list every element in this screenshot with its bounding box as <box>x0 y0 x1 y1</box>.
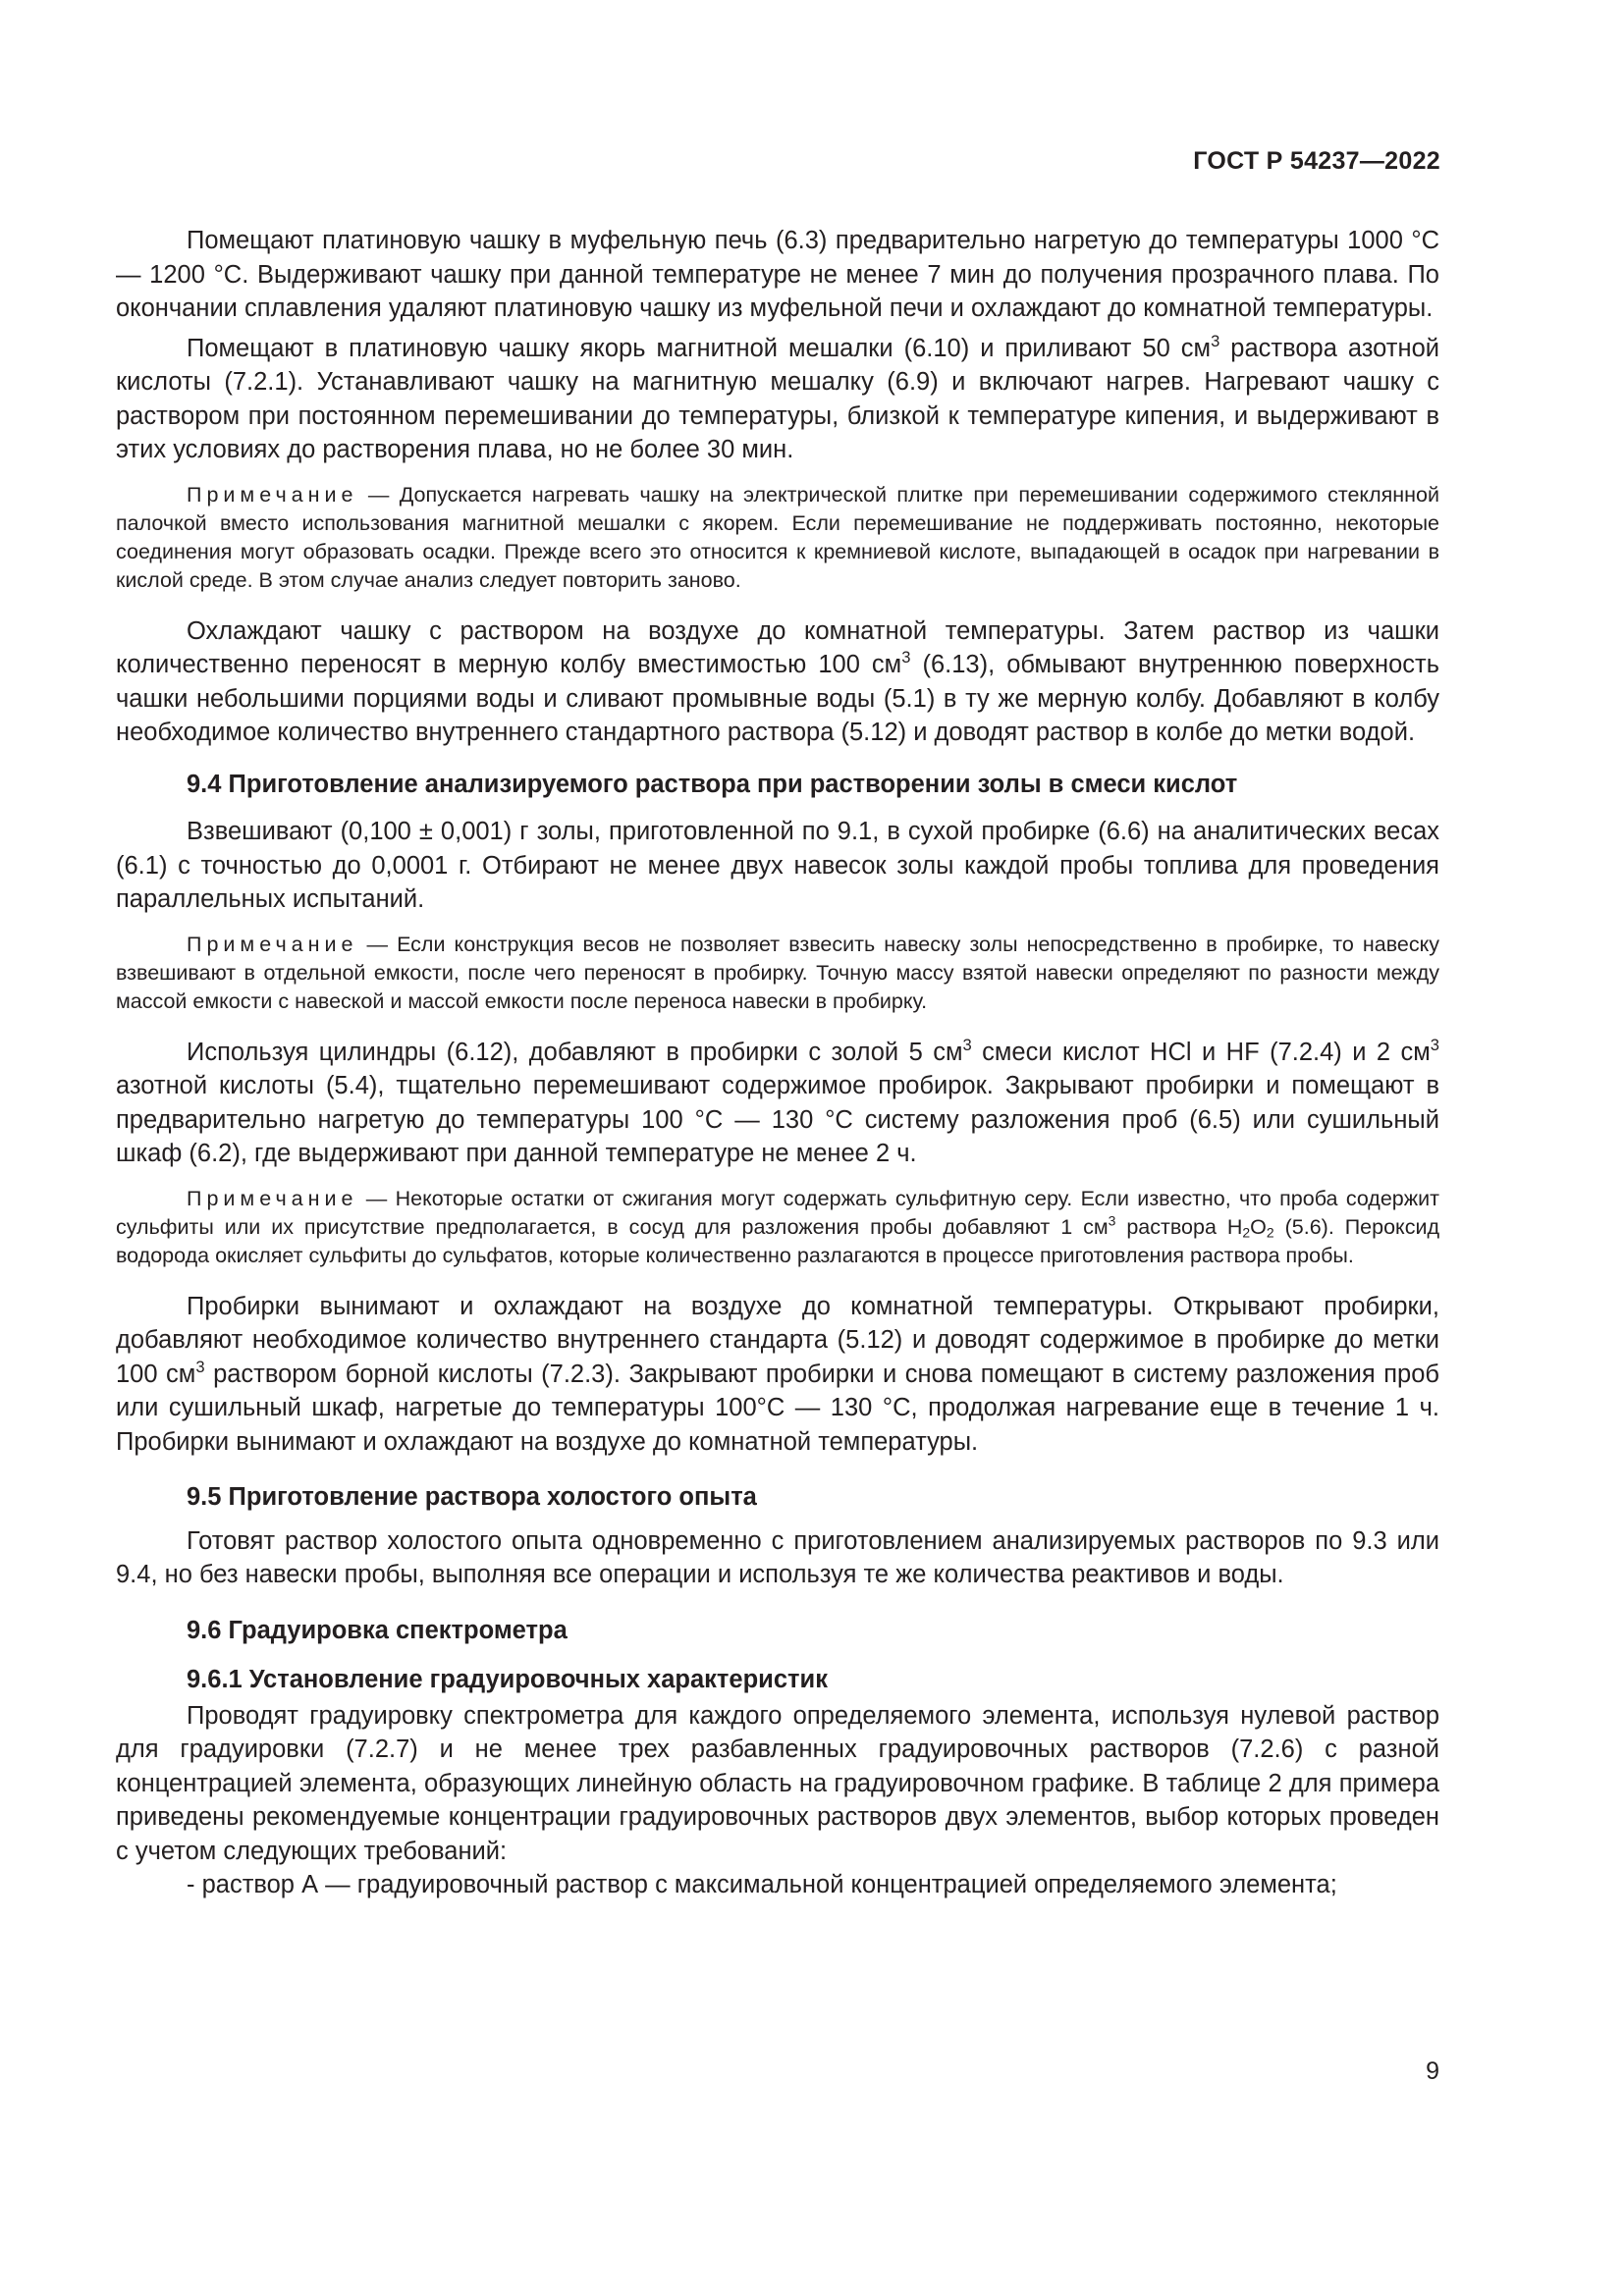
page-number: 9 <box>1426 2057 1439 2085</box>
paragraph-cooling: Пробирки вынимают и охлаждают на воздухе до комнатной температуры. Открывают пробирки, добавляют необходимое количество внутреннего стандарта (5.12) и доводят содержимое в пробирке до метки 100 $см^3$ раствором борной кислоты (7.2.3). Закрывают пробирки и снова помещают в систему разложения проб или сушильный шкаф, нагретые до температуры 100°С — 130 °С, продолжая нагревание еще в течение 1 ч. Пробирки вынимают и охлаждают на воздухе до комнатной температуры. <box>116 1292 1439 1456</box>
section-heading-9-4: 9.4 Приготовление анализируемого раствора при растворении золы в смеси кислот <box>187 770 1238 798</box>
document-header: ГОСТ Р 54237—2022 <box>1193 147 1440 175</box>
section-heading-9-5: 9.5 Приготовление раствора холостого опыта <box>187 1483 757 1511</box>
note-sulfites: Примечание — Некоторые остатки от сжигания могут содержать сульфитную серу. Если известно, что проба содержит сульфиты или их присутствие предполагается, в сосуд для разложения пробы добавляют 1 $см^3$ раствора $H_2O_2$ (5.6). Пероксид водорода окисляет сульфиты до сульфатов, которые количественно разлагаются в процессе приготовления раствора пробы. <box>116 1186 1439 1267</box>
section-heading-9-6-1: 9.6.1 Установление градуировочных характеристик <box>187 1666 828 1693</box>
note-weighing: Примечание — Если конструкция весов не позволяет взвесить навеску золы непосредственно в пробирке, то навеску взвешивают в отдельной емкости, после чего переносят в пробирку. Точную массу взятой навески определяют по разности между массой емкости с навеской и массой емкости после переноса навески в пробирку. <box>116 932 1439 1013</box>
paragraph-calibration: Проводят градуировку спектрометра для каждого определяемого элемента, используя нулевой раствор для градуировки (7.2.7) и не менее трех разбавленных градуировочных растворов (7.2.6) с разной концентрацией элемента, образующих линейную область на градуировочном графике. В таблице 2 для примера приведены рекомендуемые концентрации градуировочных растворов двух элементов, выбор которых проведен с учетом следующих требований: <box>116 1701 1439 1865</box>
paragraph-acids: Используя цилиндры (6.12), добавляют в пробирки с золой 5 $см^3$ смеси кислот HCl и HF (7.2.4) и 2 $см^3$ азотной кислоты (5.4), тщательно перемешивают содержимое пробирок. Закрывают пробирки и помещают в предварительно нагретую до температуры 100 °С — 130 °С систему разложения проб (6.5) или сушильный шкаф (6.2), где выдерживают при данной температуре не менее 2 ч. <box>116 1035 1439 1167</box>
paragraph-weighing: Взвешивают (0,100 ± 0,001) г золы, приготовленной по 9.1, в сухой пробирке (6.6) на аналитических весах (6.1) с точностью до 0,0001 г. Отбирают не менее двух навесок золы каждой пробы топлива для проведения параллельных испытаний. <box>116 818 1439 913</box>
note-label: Примечание <box>187 1186 358 1210</box>
page-body <box>116 224 1439 1902</box>
section-heading-9-6: 9.6 Градуировка спектрометра <box>187 1616 568 1644</box>
note-label: Примечание <box>187 932 358 956</box>
note-label: Примечание <box>187 482 358 507</box>
list-item: - раствор А — градуировочный раствор с максимальной концентрацией определяемого элемента; <box>187 1871 1337 1898</box>
paragraph-fusion: Помещают платиновую чашку в муфельную печь (6.3) предварительно нагретую до температуры 1000 °С — 1200 °С. Выдерживают чашку при данной температуре не менее 7 мин до получения прозрачного плава. По окончании сплавления удаляют платиновую чашку из муфельной печи и охлаждают до комнатной температуры. <box>116 227 1439 322</box>
paragraph-transfer: Охлаждают чашку с раствором на воздухе до комнатной температуры. Затем раствор из чашки количественно переносят в мерную колбу вместимостью 100 $см^3$ (6.13), обмывают внутреннюю поверхность чашки небольшими порциями воды и сливают промывные воды (5.1) в ту же мерную колбу. Добавляют в колбу необходимое количество внутреннего стандартного раствора (5.12) и доводят раствор в колбе до метки водой. <box>116 616 1439 746</box>
paragraph-dissolution: Помещают в платиновую чашку якорь магнитной мешалки (6.10) и приливают 50 $см^3$ раствора азотной кислоты (7.2.1). Устанавливают чашку на магнитную мешалку (6.9) и включают нагрев. Нагревают чашку с раствором при постоянном перемешивании до температуры, близкой к температуре кипения, и выдерживают в этих условиях до растворения плава, но не более 30 мин. <box>116 331 1439 463</box>
note-stirring: Примечание — Допускается нагревать чашку на электрической плитке при перемешивании содержимого стеклянной палочкой вместо использования магнитной мешалки с якорем. Если перемешивание не поддерживать постоянно, некоторые соединения могут образовать осадки. Прежде всего это относится к кремниевой кислоте, выпадающей в осадок при нагревании в кислой среде. В этом случае анализ следует повторить заново. <box>116 482 1439 592</box>
paragraph-blank: Готовят раствор холостого опыта одновременно с приготовлением анализируемых растворов по 9.3 или 9.4, но без навески пробы, выполняя все операции и используя те же количества реактивов и воды. <box>116 1526 1439 1588</box>
